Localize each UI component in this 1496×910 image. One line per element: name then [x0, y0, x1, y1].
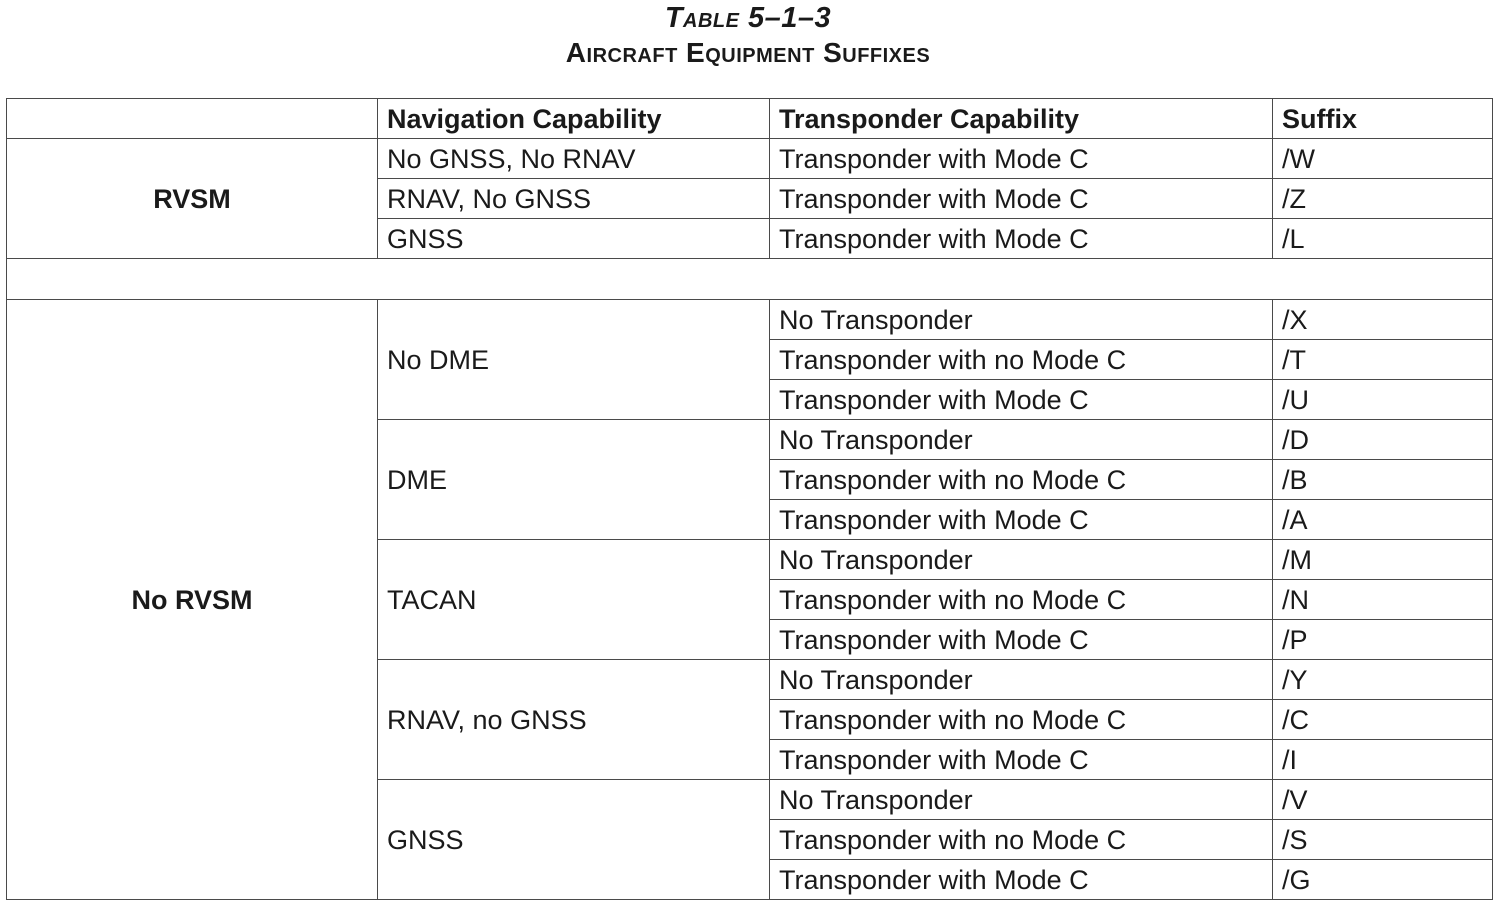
transponder-capability-cell: Transponder with no Mode C: [770, 700, 1273, 740]
suffix-cell: /U: [1273, 380, 1493, 420]
nav-capability-cell: DME: [378, 420, 770, 540]
suffix-cell: /X: [1273, 300, 1493, 340]
header-transponder-capability: Transponder Capability: [770, 99, 1273, 139]
transponder-capability-cell: Transponder with Mode C: [770, 179, 1273, 219]
suffix-cell: /M: [1273, 540, 1493, 580]
transponder-capability-cell: Transponder with Mode C: [770, 380, 1273, 420]
suffix-cell: /Y: [1273, 660, 1493, 700]
transponder-capability-cell: No Transponder: [770, 780, 1273, 820]
section-spacer-row: [7, 259, 1493, 300]
suffix-cell: /T: [1273, 340, 1493, 380]
suffix-cell: /C: [1273, 700, 1493, 740]
suffix-cell: /L: [1273, 219, 1493, 259]
suffix-cell: /G: [1273, 860, 1493, 900]
transponder-capability-cell: No Transponder: [770, 420, 1273, 460]
transponder-capability-cell: No Transponder: [770, 540, 1273, 580]
suffix-cell: /W: [1273, 139, 1493, 179]
suffix-cell: /Z: [1273, 179, 1493, 219]
transponder-capability-cell: Transponder with Mode C: [770, 740, 1273, 780]
nav-capability-cell: RNAV, no GNSS: [378, 660, 770, 780]
table-header-row: [7, 99, 1493, 139]
equipment-suffix-table: [6, 98, 1493, 900]
nav-capability-cell: RNAV, No GNSS: [378, 179, 770, 219]
transponder-capability-cell: Transponder with Mode C: [770, 219, 1273, 259]
transponder-capability-cell: No Transponder: [770, 660, 1273, 700]
transponder-capability-cell: Transponder with Mode C: [770, 620, 1273, 660]
table-row: [7, 139, 1493, 179]
transponder-capability-cell: Transponder with Mode C: [770, 139, 1273, 179]
transponder-capability-cell: Transponder with Mode C: [770, 500, 1273, 540]
nav-capability-cell: TACAN: [378, 540, 770, 660]
suffix-cell: /S: [1273, 820, 1493, 860]
nav-capability-cell: No GNSS, No RNAV: [378, 139, 770, 179]
nav-capability-cell: No DME: [378, 300, 770, 420]
transponder-capability-cell: Transponder with no Mode C: [770, 460, 1273, 500]
header-suffix: Suffix: [1273, 99, 1493, 139]
transponder-capability-cell: No Transponder: [770, 300, 1273, 340]
suffix-cell: /P: [1273, 620, 1493, 660]
suffix-cell: /I: [1273, 740, 1493, 780]
rvsm-group-label: RVSM: [7, 139, 378, 259]
header-group: [7, 99, 378, 139]
spacer-cell: [7, 259, 1493, 300]
table-number: Table 5–1–3: [664, 2, 832, 34]
table-row: [7, 300, 1493, 340]
transponder-capability-cell: Transponder with no Mode C: [770, 340, 1273, 380]
transponder-capability-cell: Transponder with no Mode C: [770, 580, 1273, 620]
suffix-cell: /B: [1273, 460, 1493, 500]
header-navigation-capability: Navigation Capability: [378, 99, 770, 139]
suffix-cell: /N: [1273, 580, 1493, 620]
suffix-cell: /A: [1273, 500, 1493, 540]
transponder-capability-cell: Transponder with Mode C: [770, 860, 1273, 900]
table-caption: Aircraft Equipment Suffixes: [565, 37, 931, 68]
suffix-cell: /D: [1273, 420, 1493, 460]
transponder-capability-cell: Transponder with no Mode C: [770, 820, 1273, 860]
nav-capability-cell: GNSS: [378, 780, 770, 900]
suffix-cell: /V: [1273, 780, 1493, 820]
nav-capability-cell: GNSS: [378, 219, 770, 259]
no-rvsm-group-label: No RVSM: [7, 300, 378, 900]
